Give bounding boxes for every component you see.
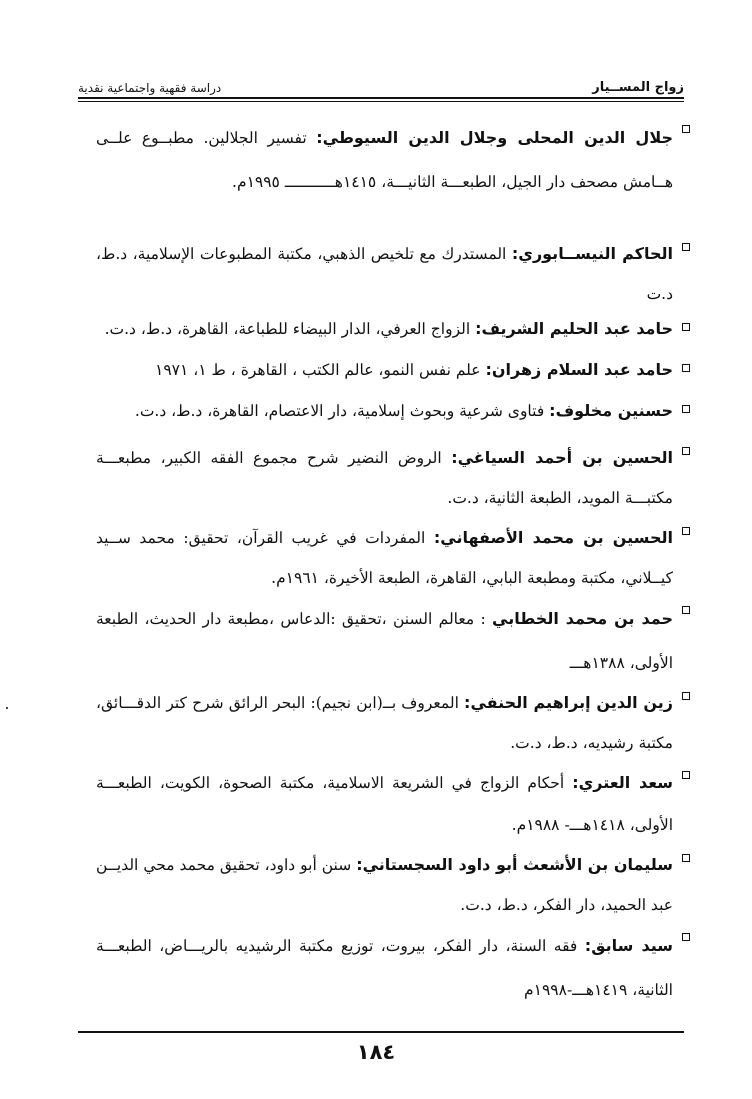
bibliography-entry bbox=[96, 116, 673, 204]
square-bullet-icon bbox=[682, 606, 690, 614]
entry-text: المفردات في غريب القرآن، تحقيق: محمد ســيد كيــلاني، مكتبة ومطبعة البابي، القاهرة، الطبعة الأخيرة، ١٩٦١م. bbox=[96, 529, 673, 587]
page-number: ١٨٤ bbox=[356, 1040, 396, 1064]
entry-author: زين الدين إبراهيم الحنفي: bbox=[464, 693, 673, 712]
entry-author: حمد بن محمد الخطابي bbox=[492, 609, 673, 628]
bibliography-entry bbox=[96, 518, 673, 598]
book-title: زواج المســيار bbox=[592, 80, 684, 95]
bibliography-entry bbox=[96, 355, 673, 385]
entry-text: فتاوى شرعية وبحوث إسلامية، دار الاعتصام، القاهرة، د.ط، د.ت. bbox=[134, 402, 550, 420]
entry-text: المعروف بــ(ابن نجيم): البحر الرائق شرح كتر الدقـــائق، مكتبة رشيديه، د.ط، د.ت. bbox=[96, 694, 673, 752]
entry-author: الحسين بن محمد الأصفهاني: bbox=[433, 528, 673, 547]
bibliography-entry bbox=[96, 314, 673, 344]
footer-rule bbox=[78, 1031, 684, 1033]
bibliography-entry bbox=[96, 396, 673, 426]
entry-text: أحكام الزواج في الشريعة الاسلامية، مكتبة الصحوة، الكويت، الطبعـــة الأولى، ١٤١٨هـــ- ١٩٨٨م. bbox=[96, 774, 673, 834]
square-bullet-icon bbox=[682, 125, 690, 133]
entry-author: سعد العتري: bbox=[572, 773, 673, 792]
entry-author: حامد عبد الحليم الشريف: bbox=[475, 319, 673, 338]
square-bullet-icon bbox=[682, 527, 690, 535]
header-rule-thin bbox=[78, 101, 684, 102]
entry-author: الحاكم النيســابوري: bbox=[511, 244, 674, 263]
square-bullet-icon bbox=[682, 771, 690, 779]
bibliography-entry bbox=[96, 597, 673, 685]
scan-speck bbox=[6, 707, 8, 709]
square-bullet-icon bbox=[682, 323, 690, 331]
entry-author: حسنين مخلوف: bbox=[549, 401, 673, 420]
entry-author: حامد عبد السلام زهران: bbox=[485, 360, 673, 379]
bibliography-entry bbox=[96, 924, 673, 1012]
header-rule bbox=[78, 97, 684, 99]
square-bullet-icon bbox=[682, 447, 690, 455]
entry-text: سنن أبو داود، تحقيق محمد محي الديــن عبد الحميد، دار الفكر، د.ط، د.ت. bbox=[96, 856, 673, 914]
square-bullet-icon bbox=[682, 692, 690, 700]
entry-author: سيد سابق: bbox=[584, 936, 673, 955]
entry-text: تفسير الجلالين. مطبــوع علــى هــامش مصحف دار الجيل، الطبعـــة الثانيـــة، ١٤١٥هـــــــــــ ١٩٩٥م. bbox=[96, 129, 673, 191]
bibliography-entry bbox=[96, 683, 673, 763]
entry-text: الروض النضير شرح مجموع الفقه الكبير، مطبعـــة مكتبـــة المويد، الطبعة الثانية، د.ت. bbox=[96, 449, 673, 507]
bibliography-entry bbox=[96, 438, 673, 518]
entry-author: سليمان بن الأشعث أبو داود السجستاني: bbox=[356, 855, 674, 874]
running-header bbox=[78, 70, 684, 96]
book-subtitle: دراسة فقهية واجتماعية نقدية bbox=[78, 81, 222, 95]
entry-text: علم نفس النمو، عالم الكتب ، القاهرة ، ط ١، ١٩٧١ bbox=[155, 361, 486, 379]
entry-text: الزواج العرفي، الدار البيضاء للطباعة، القاهرة، د.ط، د.ت. bbox=[104, 320, 476, 338]
square-bullet-icon bbox=[682, 243, 690, 251]
square-bullet-icon bbox=[682, 854, 690, 862]
square-bullet-icon bbox=[682, 364, 690, 372]
entry-author: جلال الدين المحلى وجلال الدين السيوطي: bbox=[316, 128, 673, 147]
bibliography-entry bbox=[96, 234, 673, 314]
bibliography-entry bbox=[96, 762, 673, 846]
square-bullet-icon bbox=[682, 405, 690, 413]
entry-author: الحسين بن أحمد السياغي: bbox=[451, 448, 673, 467]
entry-text: : معالم السنن ،تحقيق :الدعاس ،مطبعة دار الحديث، الطبعة الأولى، ١٣٨٨هـــ bbox=[96, 610, 673, 672]
square-bullet-icon bbox=[682, 933, 690, 941]
bibliography-entry bbox=[96, 845, 673, 925]
entry-text: المستدرك مع تلخيص الذهبي، مكتبة المطبوعات الإسلامية، د.ط، د.ت bbox=[96, 245, 673, 303]
entry-text: فقه السنة، دار الفكر، بيروت، توزيع مكتبة الرشيديه بالريـــاض، الطبعـــة الثانية، ١٤١٩هـــ-١٩٩٨م bbox=[96, 937, 673, 999]
